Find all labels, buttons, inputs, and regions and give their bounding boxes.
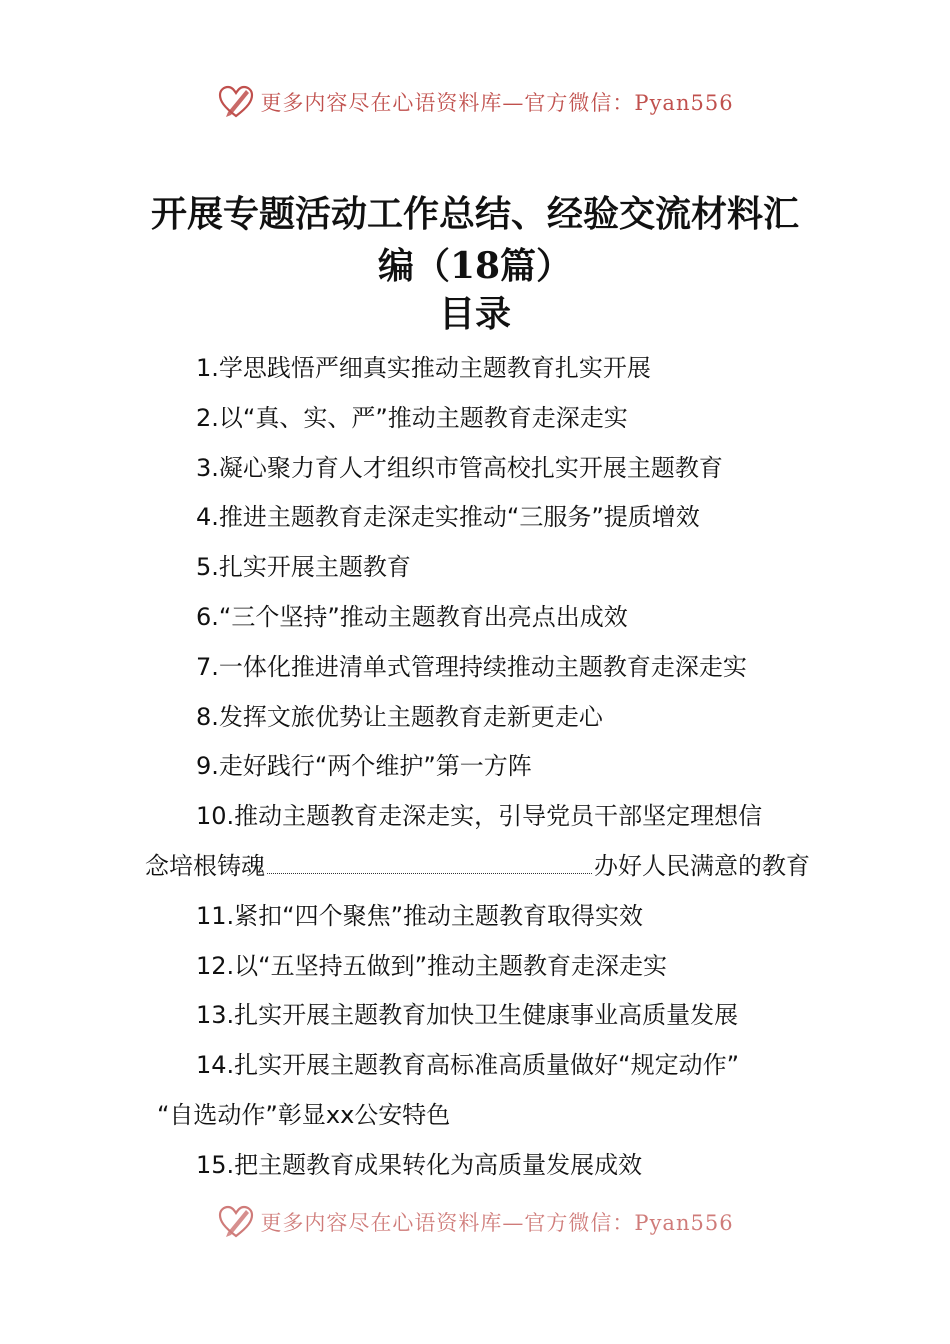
toc-item-14: 14.扎实开展主题教育高标准高质量做好“规定动作” [196,1051,740,1080]
watermark-text: 更多内容尽在心语资料库—官方微信：Pyan556 [260,91,734,115]
toc-item-2: 2.以“真、实、严”推动主题教育走深走实 [196,403,628,432]
toc-item-10-continued-text: 念培根铸魂 [145,851,265,880]
toc-item-4: 4.推进主题教育走深走实推动“三服务”提质增效 [196,503,700,532]
toc-item-10-continued-tail: 办好人民满意的教育 [594,851,810,880]
toc-item-1: 1.学思践悟严细真实推动主题教育扎实开展 [196,354,651,382]
toc-item-5: 5.扎实开展主题教育 [196,553,411,582]
toc-item-14-continued: “自选动作”彰显xx公安特色 [157,1100,451,1129]
toc-item-10-continued [145,842,810,892]
title-line-2: 编（18篇） [377,245,573,287]
toc-item-10: 10.推动主题教育走深走实，引导党员干部坚定理想信 [196,802,763,831]
toc-item-8: 8.发挥文旅优势让主题教育走新更走心 [196,702,603,731]
pen-heart-logo-icon [216,1202,256,1242]
toc-heading: 目录 [438,293,511,335]
toc-item-13: 13.扎实开展主题教育加快卫生健康事业高质量发展 [196,1001,739,1030]
table-of-contents [145,344,810,1191]
toc-item-12: 12.以“五坚持五做到”推动主题教育走深走实 [196,951,668,980]
toc-item-11: 11.紧扣“四个聚焦”推动主题教育取得实效 [196,901,644,930]
toc-item-9: 9.走好践行“两个维护”第一方阵 [196,752,532,781]
watermark-footer [0,1200,950,1244]
document-title [100,188,850,292]
title-line-1: 开展专题活动工作总结、经验交流材料汇 [150,193,799,235]
toc-leader-dots [267,873,592,874]
watermark-header [0,80,950,124]
toc-item-7: 7.一体化推进清单式管理持续推动主题教育走深走实 [196,652,747,681]
toc-item-3: 3.凝心聚力育人才组织市管高校扎实开展主题教育 [196,453,723,482]
toc-item-15: 15.把主题教育成果转化为高质量发展成效 [196,1150,643,1179]
watermark-text: 更多内容尽在心语资料库—官方微信：Pyan556 [260,1211,734,1235]
pen-heart-logo-icon [216,82,256,122]
toc-item-6: 6.“三个坚持”推动主题教育出亮点出成效 [196,602,628,631]
